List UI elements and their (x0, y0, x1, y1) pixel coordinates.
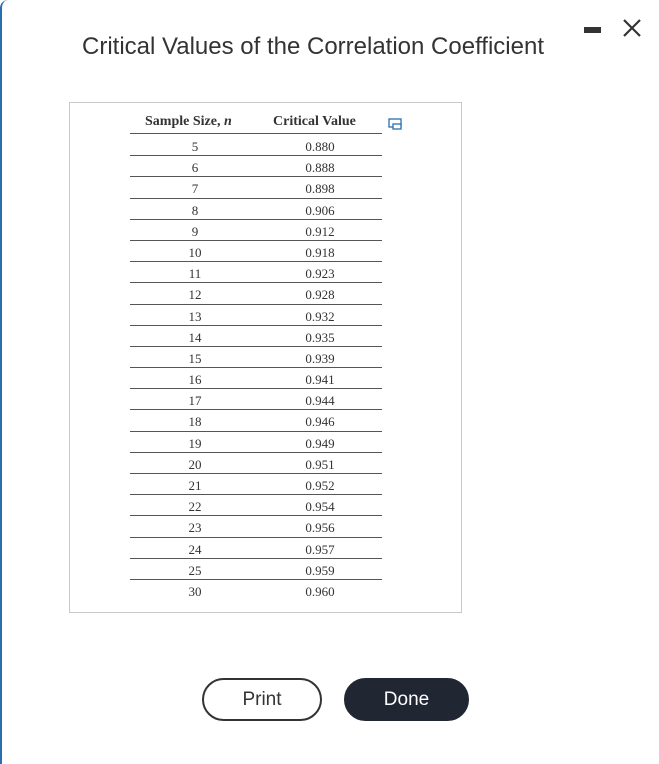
dialog-title: Critical Values of the Correlation Coefficient (82, 33, 544, 60)
critical-value-cell: 0.956 (305, 520, 335, 536)
sample-size-cell: 17 (188, 393, 202, 409)
critical-value-cell: 0.935 (305, 329, 335, 345)
critical-value-cell: 0.928 (305, 287, 335, 303)
sample-size-cell: 23 (188, 520, 202, 536)
sample-size-cell: 19 (188, 435, 202, 451)
sample-size-cell: 18 (188, 414, 202, 430)
critical-value-cell: 0.960 (305, 583, 335, 599)
table-row (130, 516, 382, 537)
sample-size-cell: 16 (188, 372, 202, 388)
critical-value-cell: 0.949 (305, 435, 335, 451)
sample-size-cell: 5 (191, 139, 199, 154)
critical-value-cell: 0.954 (305, 499, 335, 515)
sample-size-cell: 20 (188, 456, 202, 472)
sample-size-cell: 6 (191, 160, 199, 176)
sample-size-cell: 25 (188, 562, 202, 578)
table-row (130, 495, 382, 516)
sample-size-cell: 11 (188, 266, 202, 282)
critical-value-cell: 0.906 (305, 202, 335, 218)
close-icon[interactable] (620, 16, 644, 40)
table-row (130, 453, 382, 474)
minimize-icon[interactable] (584, 27, 601, 33)
sample-size-variable: n (223, 114, 232, 129)
critical-value-cell: 0.944 (305, 393, 335, 409)
sample-size-label: Sample Size, (145, 114, 221, 129)
column-header-sample-size (145, 114, 232, 130)
critical-value-cell: 0.898 (305, 181, 335, 197)
sample-size-cell: 13 (188, 308, 202, 324)
sample-size-cell: 8 (191, 202, 199, 218)
table-body (130, 135, 382, 601)
table-row (130, 177, 382, 198)
table-row (130, 538, 382, 559)
table-row (130, 474, 382, 495)
critical-value-cell: 0.912 (305, 223, 335, 239)
table-row (130, 559, 382, 580)
column-header-critical-value: Critical Value (273, 114, 356, 129)
critical-value-cell: 0.941 (305, 372, 335, 388)
critical-value-cell: 0.888 (305, 160, 335, 176)
sample-size-cell: 15 (188, 350, 202, 366)
done-button[interactable]: Done (344, 678, 469, 721)
critical-value-cell: 0.959 (305, 562, 335, 578)
table-row (130, 156, 382, 177)
sample-size-cell: 14 (188, 329, 202, 345)
table-row (130, 199, 382, 220)
critical-value-cell: 0.939 (305, 350, 335, 366)
table-row (130, 368, 382, 389)
table-row (130, 432, 382, 453)
sample-size-cell: 24 (188, 541, 202, 557)
critical-value-cell: 0.951 (305, 456, 335, 472)
table-row (130, 326, 382, 347)
expand-table-icon[interactable] (388, 117, 403, 131)
sample-size-cell: 21 (188, 478, 202, 493)
critical-value-cell: 0.918 (305, 244, 335, 260)
print-button[interactable]: Print (202, 678, 322, 721)
table-row (130, 241, 382, 262)
critical-value-cell: 0.923 (305, 266, 335, 282)
table-row (130, 347, 382, 368)
table-row (130, 283, 382, 304)
sample-size-cell: 7 (191, 181, 199, 197)
critical-value-cell: 0.952 (305, 478, 335, 493)
sample-size-cell: 10 (188, 244, 202, 260)
table-row (130, 305, 382, 326)
header-divider (130, 133, 382, 134)
table-row (130, 135, 382, 156)
table-row (130, 220, 382, 241)
critical-value-cell: 0.880 (305, 139, 335, 154)
table-row (130, 389, 382, 410)
sample-size-cell: 12 (188, 287, 202, 303)
sample-size-cell: 9 (191, 223, 199, 239)
critical-value-cell: 0.946 (305, 414, 335, 430)
table-row (130, 410, 382, 431)
sample-size-cell: 30 (188, 583, 202, 599)
critical-value-cell: 0.932 (305, 308, 335, 324)
table-row (130, 580, 382, 601)
sample-size-cell: 22 (188, 499, 202, 515)
critical-values-table (69, 102, 462, 613)
critical-value-cell: 0.957 (305, 541, 335, 557)
table-row (130, 262, 382, 283)
